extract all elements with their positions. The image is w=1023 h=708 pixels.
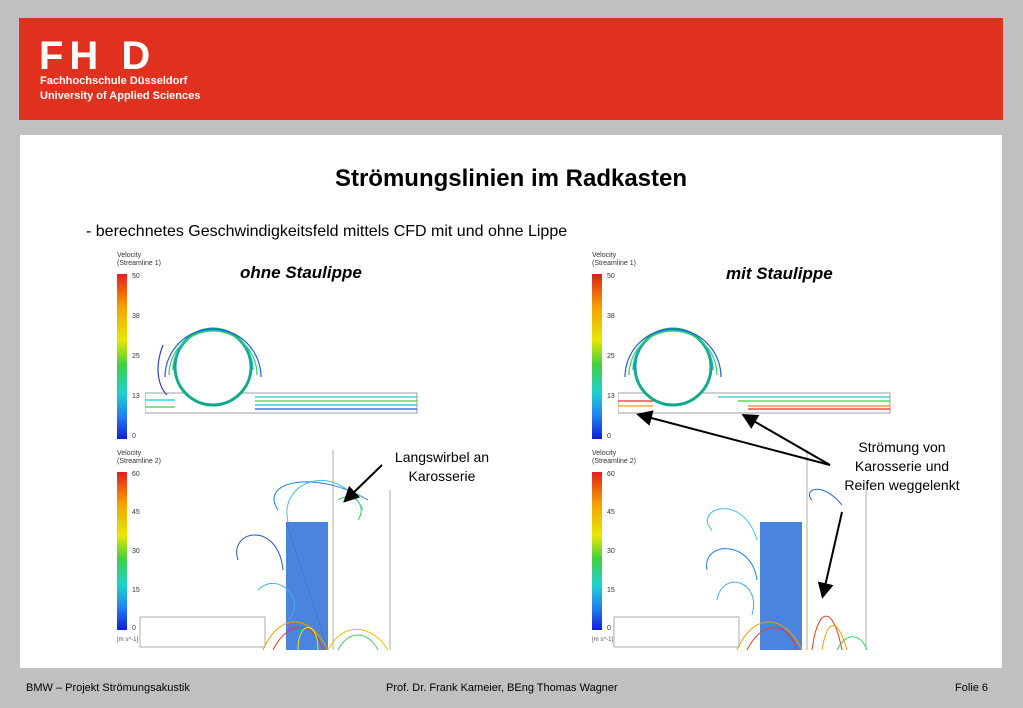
tick: 15 <box>132 587 140 594</box>
colorbar-title-top-left: Velocity (Streamline 1) <box>117 252 161 267</box>
annotation-langswirbel: Langswirbel an Karosserie <box>394 449 490 484</box>
slide-content <box>20 135 1002 668</box>
tick: 0 <box>607 433 611 440</box>
tick: 45 <box>607 509 615 516</box>
tick: 15 <box>607 587 615 594</box>
header-banner <box>19 18 1003 120</box>
annotation-stroemung: Strömung von Karosserie und Reifen weggelenkt <box>844 439 960 493</box>
tick: 38 <box>132 313 140 320</box>
tick: 45 <box>132 509 140 516</box>
tick: 60 <box>607 471 615 478</box>
label-ohne-staulippe: ohne Staulippe <box>240 263 362 282</box>
tick: 0 <box>607 625 611 632</box>
footer-page-number: Folie 6 <box>955 682 989 694</box>
footer-project: BMW – Projekt Strömungsakustik <box>26 682 190 694</box>
tick: 30 <box>607 548 615 555</box>
colorbar-title-top-right: Velocity (Streamline 1) <box>592 252 636 267</box>
fhd-logo: FH D <box>39 34 157 78</box>
colorbar-title-bottom-left: Velocity (Streamline 2) <box>117 450 161 465</box>
tick: 30 <box>132 548 140 555</box>
label-mit-staulippe: mit Staulippe <box>726 264 833 283</box>
tick: 0 <box>132 625 136 632</box>
school-subtitle: University of Applied Sciences <box>40 90 201 102</box>
tick: 50 <box>607 273 615 280</box>
unit-label: [m s^-1] <box>592 637 614 643</box>
tick: 38 <box>607 313 615 320</box>
tick: 13 <box>132 393 140 400</box>
tick: 0 <box>132 433 136 440</box>
footer-authors: Prof. Dr. Frank Kameier, BEng Thomas Wagner <box>386 682 618 694</box>
slide-subtitle: - berechnetes Geschwindigkeitsfeld mittels CFD mit und ohne Lippe <box>86 223 568 240</box>
unit-label: [m s^-1] <box>117 637 139 643</box>
tick: 60 <box>132 471 140 478</box>
colorbar-title-bottom-right: Velocity (Streamline 2) <box>592 450 636 465</box>
annotation-arrows <box>20 135 1002 668</box>
school-name: Fachhochschule Düsseldorf <box>40 75 188 87</box>
slide-title: Strömungslinien im Radkasten <box>334 165 688 192</box>
tick: 25 <box>132 353 140 360</box>
tick: 50 <box>132 273 140 280</box>
tick: 25 <box>607 353 615 360</box>
tick: 13 <box>607 393 615 400</box>
